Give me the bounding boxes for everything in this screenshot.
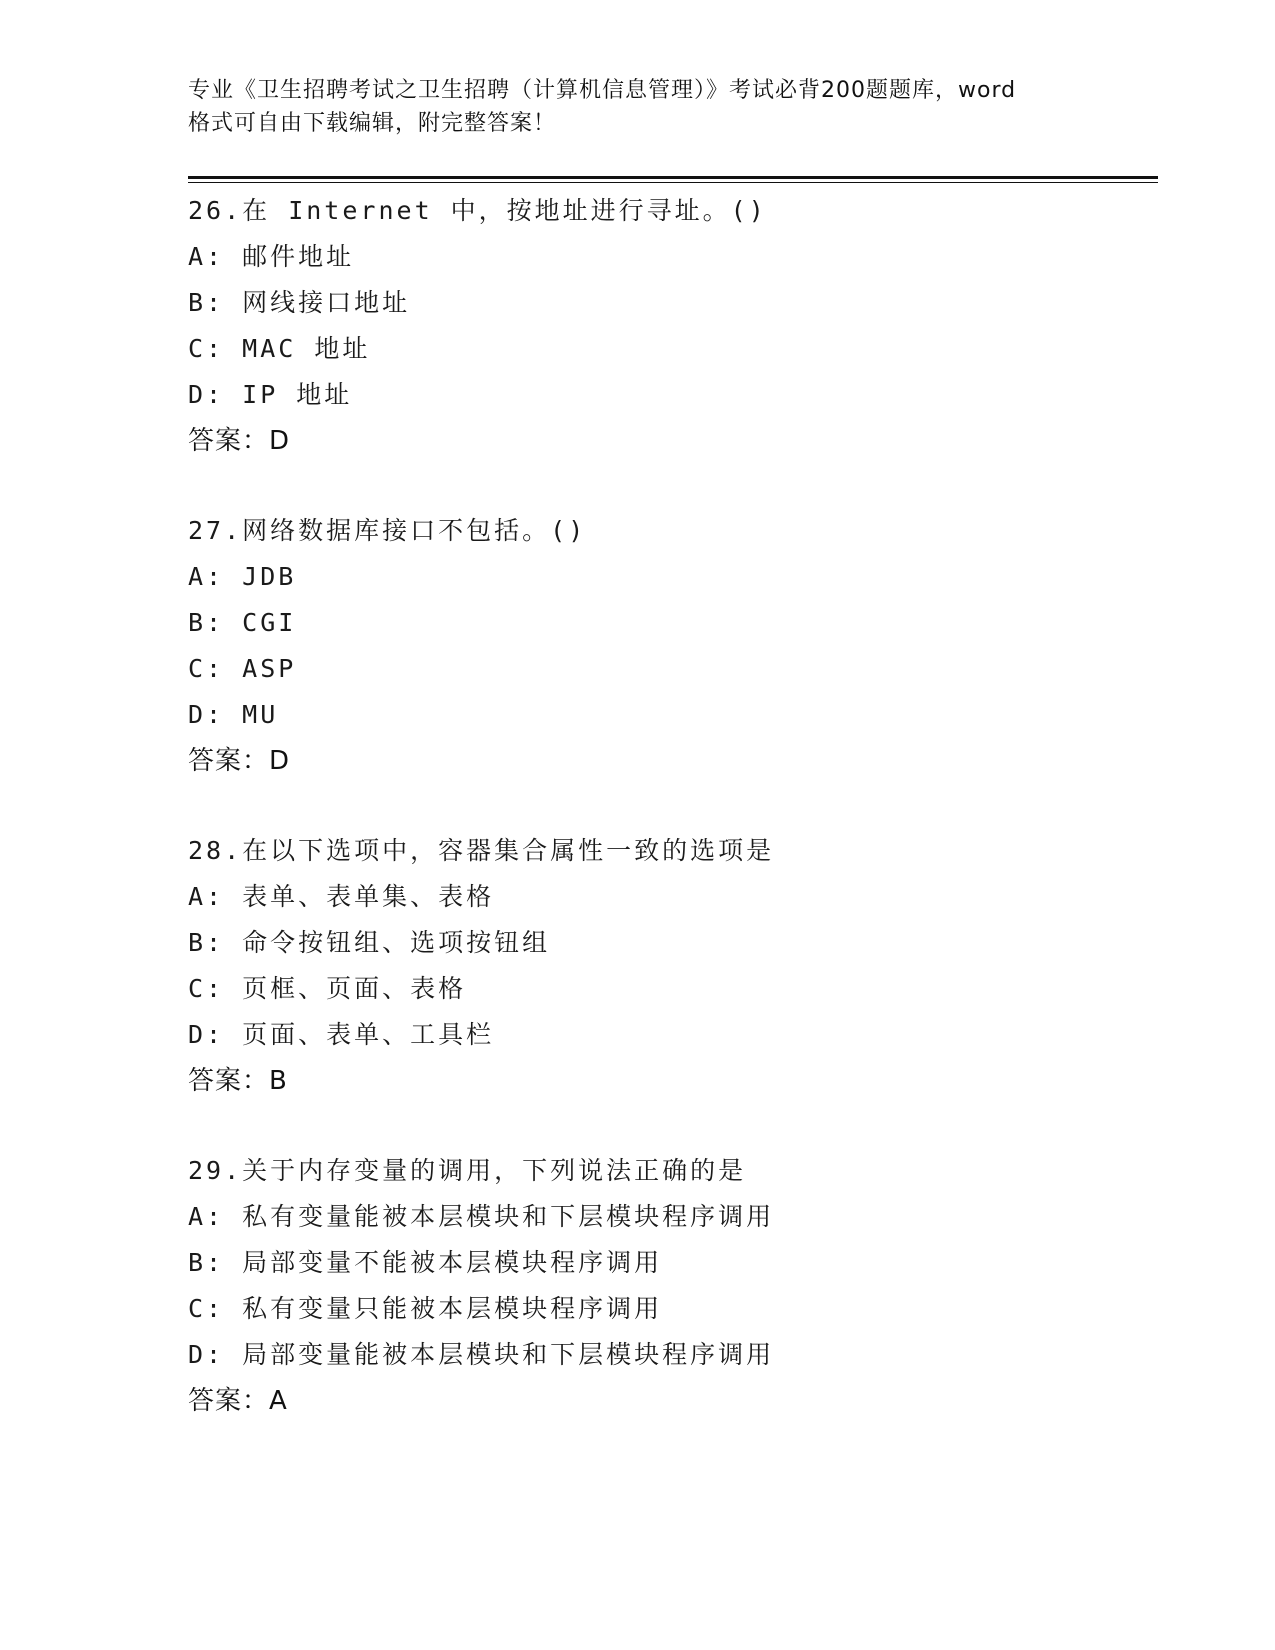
option-a: A: JDB — [188, 562, 297, 591]
question-29 — [188, 1148, 1168, 1424]
option-b: B: CGI — [188, 608, 297, 637]
option-c: C: 页框、页面、表格 — [188, 974, 467, 1003]
answer-label: 答案：D — [188, 426, 291, 456]
header-divider-thin — [188, 182, 1158, 183]
option-a: A: 邮件地址 — [188, 242, 355, 271]
document-header — [188, 74, 1088, 140]
header-divider-thick — [188, 176, 1158, 179]
question-26 — [188, 188, 1168, 464]
question-stem: 29.关于内存变量的调用，下列说法正确的是 — [188, 1156, 747, 1185]
answer-label: 答案：B — [188, 1066, 288, 1096]
option-c: C: 私有变量只能被本层模块程序调用 — [188, 1294, 663, 1323]
option-c: C: MAC 地址 — [188, 334, 371, 363]
option-d: D: 页面、表单、工具栏 — [188, 1020, 495, 1049]
option-a: A: 私有变量能被本层模块和下层模块程序调用 — [188, 1202, 775, 1231]
option-d: D: MU — [188, 700, 279, 729]
answer-label: 答案：D — [188, 746, 291, 776]
option-c: C: ASP — [188, 654, 297, 683]
option-d: D: 局部变量能被本层模块和下层模块程序调用 — [188, 1340, 775, 1369]
option-b: B: 网线接口地址 — [188, 288, 411, 317]
option-d: D: IP 地址 — [188, 380, 353, 409]
question-stem: 26.在 Internet 中，按地址进行寻址。() — [188, 196, 767, 225]
option-a: A: 表单、表单集、表格 — [188, 882, 495, 911]
option-b: B: 命令按钮组、选项按钮组 — [188, 928, 551, 957]
question-28 — [188, 828, 1168, 1104]
question-27 — [188, 508, 1168, 784]
answer-label: 答案：A — [188, 1386, 288, 1416]
header-line-1: 专业《卫生招聘考试之卫生招聘（计算机信息管理）》考试必背200题题库，word — [188, 78, 1017, 103]
question-stem: 27.网络数据库接口不包括。() — [188, 516, 587, 545]
question-stem: 28.在以下选项中，容器集合属性一致的选项是 — [188, 836, 775, 865]
option-b: B: 局部变量不能被本层模块程序调用 — [188, 1248, 663, 1277]
header-line-2: 格式可自由下载编辑，附完整答案！ — [188, 111, 557, 136]
